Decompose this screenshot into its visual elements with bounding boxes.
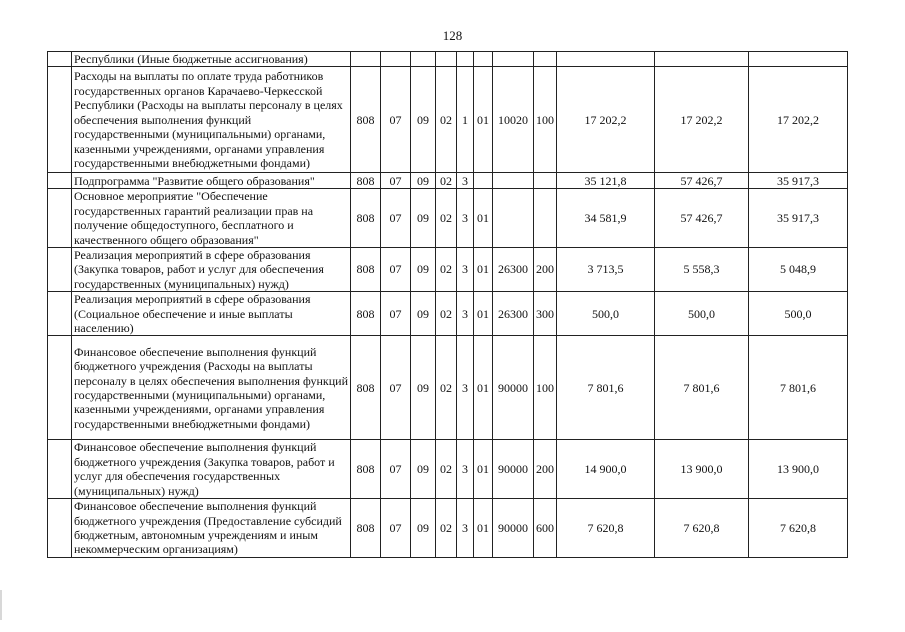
cell-ved: 808 xyxy=(351,440,381,499)
cell-sum-2: 5 558,3 xyxy=(655,248,749,292)
cell-sum-3: 500,0 xyxy=(749,292,848,336)
budget-table xyxy=(47,51,848,558)
cell-expense-type: 200 xyxy=(534,440,557,499)
cell-section: 07 xyxy=(381,499,411,558)
cell-ved: 808 xyxy=(351,248,381,292)
cell-section: 07 xyxy=(381,292,411,336)
row-name: Основное мероприятие "Обеспечение государственных гарантий реализации прав на получение общедоступного, бесплатного и качественного общего образования" xyxy=(72,189,351,248)
cell-ved: 808 xyxy=(351,67,381,173)
cell-ved: 808 xyxy=(351,499,381,558)
cell-section: 07 xyxy=(381,67,411,173)
cell-program: 02 xyxy=(436,499,457,558)
cell-section: 07 xyxy=(381,440,411,499)
cell-subprogram: 3 xyxy=(457,499,474,558)
cell-subsection: 09 xyxy=(411,248,436,292)
cell-sum-1: 500,0 xyxy=(557,292,655,336)
cell-blank xyxy=(48,248,72,292)
cell-sum-3: 13 900,0 xyxy=(749,440,848,499)
cell-subprogram: 3 xyxy=(457,189,474,248)
cell-program: 02 xyxy=(436,173,457,189)
table-row xyxy=(48,248,848,292)
cell-event: 01 xyxy=(474,292,493,336)
cell-program: 02 xyxy=(436,336,457,440)
cell-sum-3: 5 048,9 xyxy=(749,248,848,292)
cell-sum-3: 7 801,6 xyxy=(749,336,848,440)
cell-sum-1: 7 620,8 xyxy=(557,499,655,558)
cell-sum-1: 35 121,8 xyxy=(557,173,655,189)
cell-program: 02 xyxy=(436,248,457,292)
table-row xyxy=(48,440,848,499)
cell-event: 01 xyxy=(474,499,493,558)
cell-subprogram: 3 xyxy=(457,440,474,499)
cell-subprogram: 1 xyxy=(457,67,474,173)
cell-subsection: 09 xyxy=(411,440,436,499)
cell-expense-type: 100 xyxy=(534,336,557,440)
cell-event: 01 xyxy=(474,440,493,499)
row-name: Финансовое обеспечение выполнения функций бюджетного учреждения (Предоставление субсидий бюджетным, автономным учреждениям и иным некоммерческим организациям) xyxy=(72,499,351,558)
table-row xyxy=(48,173,848,189)
cell-sum-1: 17 202,2 xyxy=(557,67,655,173)
cell-blank xyxy=(48,292,72,336)
cell-subprogram xyxy=(457,52,474,67)
cell-sum-2: 13 900,0 xyxy=(655,440,749,499)
cell-program: 02 xyxy=(436,440,457,499)
cell-sum-1: 34 581,9 xyxy=(557,189,655,248)
row-name: Расходы на выплаты по оплате труда работников государственных органов Карачаево-Черкесской Республики (Расходы на выплаты персоналу в целях обеспечения выполнения функций государственными (муниципальными) органами, казенными учреждениями, органами управления государственными внебюджетными фондами) xyxy=(72,67,351,173)
cell-expense-type xyxy=(534,189,557,248)
cell-subsection: 09 xyxy=(411,173,436,189)
cell-blank xyxy=(48,173,72,189)
row-name: Реализация мероприятий в сфере образования (Закупка товаров, работ и услуг для обеспечения государственных (муниципальных) нужд) xyxy=(72,248,351,292)
cell-program: 02 xyxy=(436,67,457,173)
cell-direction: 90000 xyxy=(493,499,534,558)
cell-ved xyxy=(351,52,381,67)
row-name: Республики (Иные бюджетные ассигнования) xyxy=(72,52,351,67)
cell-section xyxy=(381,52,411,67)
cell-blank xyxy=(48,499,72,558)
table-row xyxy=(48,52,848,67)
cell-direction xyxy=(493,173,534,189)
table-row xyxy=(48,189,848,248)
cell-sum-1 xyxy=(557,52,655,67)
cell-section: 07 xyxy=(381,248,411,292)
cell-sum-2: 7 801,6 xyxy=(655,336,749,440)
cell-sum-3: 35 917,3 xyxy=(749,189,848,248)
table-row xyxy=(48,336,848,440)
cell-program: 02 xyxy=(436,292,457,336)
cell-subprogram: 3 xyxy=(457,292,474,336)
cell-blank xyxy=(48,52,72,67)
cell-subprogram: 3 xyxy=(457,173,474,189)
cell-sum-1: 3 713,5 xyxy=(557,248,655,292)
cell-sum-1: 7 801,6 xyxy=(557,336,655,440)
cell-event xyxy=(474,173,493,189)
cell-section: 07 xyxy=(381,336,411,440)
cell-section: 07 xyxy=(381,173,411,189)
cell-sum-3: 17 202,2 xyxy=(749,67,848,173)
cell-sum-1: 14 900,0 xyxy=(557,440,655,499)
cell-blank xyxy=(48,189,72,248)
cell-event: 01 xyxy=(474,336,493,440)
cell-event: 01 xyxy=(474,67,493,173)
cell-expense-type xyxy=(534,173,557,189)
cell-sum-2: 57 426,7 xyxy=(655,173,749,189)
cell-direction: 90000 xyxy=(493,440,534,499)
cell-event: 01 xyxy=(474,189,493,248)
scan-artifact xyxy=(0,590,2,620)
cell-sum-3: 7 620,8 xyxy=(749,499,848,558)
cell-ved: 808 xyxy=(351,173,381,189)
cell-sum-2 xyxy=(655,52,749,67)
cell-ved: 808 xyxy=(351,292,381,336)
cell-event xyxy=(474,52,493,67)
row-name: Реализация мероприятий в сфере образования (Социальное обеспечение и иные выплаты населению) xyxy=(72,292,351,336)
cell-subsection: 09 xyxy=(411,499,436,558)
row-name: Подпрограмма "Развитие общего образования" xyxy=(72,173,351,189)
cell-direction xyxy=(493,52,534,67)
table-body xyxy=(48,52,848,558)
cell-subsection: 09 xyxy=(411,67,436,173)
cell-event: 01 xyxy=(474,248,493,292)
cell-direction: 26300 xyxy=(493,292,534,336)
cell-blank xyxy=(48,440,72,499)
cell-blank xyxy=(48,67,72,173)
cell-sum-3 xyxy=(749,52,848,67)
cell-section: 07 xyxy=(381,189,411,248)
cell-direction xyxy=(493,189,534,248)
cell-ved: 808 xyxy=(351,189,381,248)
cell-expense-type: 300 xyxy=(534,292,557,336)
cell-sum-3: 35 917,3 xyxy=(749,173,848,189)
cell-direction: 90000 xyxy=(493,336,534,440)
cell-subprogram: 3 xyxy=(457,336,474,440)
page-number: 128 xyxy=(442,28,463,43)
cell-subsection: 09 xyxy=(411,336,436,440)
row-name: Финансовое обеспечение выполнения функций бюджетного учреждения (Расходы на выплаты персоналу в целях обеспечения выполнения функций государственными (муниципальными) органами, казенными учреждениями, органами управления государственными внебюджетными фондами) xyxy=(72,336,351,440)
table-row xyxy=(48,499,848,558)
cell-subsection: 09 xyxy=(411,292,436,336)
cell-subsection xyxy=(411,52,436,67)
cell-expense-type: 100 xyxy=(534,67,557,173)
cell-expense-type: 200 xyxy=(534,248,557,292)
cell-subprogram: 3 xyxy=(457,248,474,292)
cell-ved: 808 xyxy=(351,336,381,440)
cell-program: 02 xyxy=(436,189,457,248)
cell-direction: 10020 xyxy=(493,67,534,173)
cell-expense-type xyxy=(534,52,557,67)
cell-sum-2: 500,0 xyxy=(655,292,749,336)
row-name: Финансовое обеспечение выполнения функций бюджетного учреждения (Закупка товаров, работ и услуг для обеспечения государственных (муниципальных) нужд) xyxy=(72,440,351,499)
cell-sum-2: 7 620,8 xyxy=(655,499,749,558)
cell-expense-type: 600 xyxy=(534,499,557,558)
cell-program xyxy=(436,52,457,67)
cell-subsection: 09 xyxy=(411,189,436,248)
cell-blank xyxy=(48,336,72,440)
cell-sum-2: 17 202,2 xyxy=(655,67,749,173)
table-row xyxy=(48,292,848,336)
table-row xyxy=(48,67,848,173)
cell-direction: 26300 xyxy=(493,248,534,292)
cell-sum-2: 57 426,7 xyxy=(655,189,749,248)
